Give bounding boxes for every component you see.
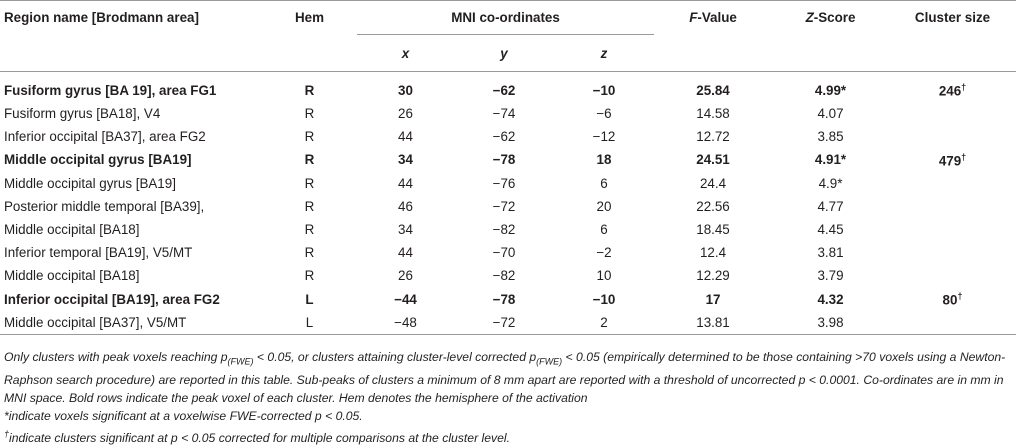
cell-z: −6	[596, 106, 612, 122]
cell-z: 10	[596, 268, 612, 284]
cell-z-score: 4.07	[817, 106, 844, 122]
table-row	[0, 148, 1016, 171]
table-row	[0, 311, 1016, 335]
cell-region: Posterior middle temporal [BA39],	[4, 198, 205, 214]
table-row	[0, 218, 1016, 241]
header-row-1	[0, 1, 1016, 35]
cell-y: −78	[492, 152, 516, 168]
cell-f-value: 13.81	[654, 311, 772, 335]
cell-f-value: 25.84	[696, 82, 730, 98]
cell-hem: R	[304, 198, 315, 214]
cell-z: 18	[596, 152, 612, 168]
cell-cluster-size	[889, 125, 1016, 148]
table-row	[0, 102, 1016, 125]
results-table-body	[0, 72, 1016, 335]
cell-x: 44	[398, 245, 413, 261]
cell-z-score: 4.77	[817, 198, 844, 214]
cell-x: 44	[398, 129, 413, 145]
cell-z-score: 4.91*	[814, 152, 847, 168]
cell-z-score: 3.79	[817, 268, 844, 284]
dagger-mark: †	[957, 290, 963, 301]
cell-y: −76	[492, 175, 516, 191]
cell-z-score: 3.85	[817, 129, 844, 145]
cell-cluster-size: 479†	[938, 151, 967, 169]
footnote-main: Only clusters with peak voxels reaching $p_{(FWE)} < 0.05$, or clusters attaining cluster-level corrected $p_{(FWE)} < 0.05$ (empirically determined to be those containing >70 voxels using a Newton-Raphson search procedure) are reported in this table. Sub-peaks of clusters a minimum of 8 mm apart are reported with a threshold of uncorrected p < 0.0001. Co-ordinates are in mm in MNI space. Bold rows indicate the peak voxel of each cluster. Hem denotes the hemisphere of the activation	[4, 350, 1006, 405]
table-row	[0, 288, 1016, 311]
cell-cluster-size	[889, 218, 1016, 241]
cell-x: 34	[398, 222, 413, 238]
cell-z: 6	[600, 222, 608, 238]
header-f-value: F-Value	[654, 1, 772, 35]
cell-x: −48	[357, 311, 454, 335]
cell-y: −72	[492, 198, 516, 214]
cell-x: 34	[398, 152, 413, 168]
cell-z: 6	[600, 175, 608, 191]
cell-z-score: 4.45	[817, 222, 844, 238]
cell-z: −10	[592, 82, 616, 98]
cell-hem: L	[262, 311, 357, 335]
cell-cluster-size	[889, 241, 1016, 264]
table-row	[0, 172, 1016, 195]
cell-hem: R	[304, 106, 315, 122]
cell-z-score: 3.81	[817, 245, 844, 261]
cell-y: −74	[492, 106, 516, 122]
cell-z: 2	[554, 311, 654, 335]
cell-x: 44	[398, 175, 413, 191]
header-hem: Hem	[262, 1, 357, 35]
cell-f-value: 24.51	[696, 152, 730, 168]
cell-z: −2	[596, 245, 612, 261]
cell-f-value: 12.72	[696, 129, 730, 145]
cell-f-value: 14.58	[696, 106, 730, 122]
cell-region: Inferior occipital [BA19], area FG2	[4, 291, 220, 307]
cell-y: −82	[492, 222, 516, 238]
cell-x: 46	[398, 198, 413, 214]
cell-z-score: 4.9*	[818, 175, 843, 191]
cell-region: Middle occipital [BA18]	[4, 268, 140, 284]
cell-y: −82	[492, 268, 516, 284]
cell-region: Inferior occipital [BA37], area FG2	[4, 129, 206, 145]
cell-hem: R	[304, 152, 315, 168]
cell-f-value: 17	[705, 291, 721, 307]
cell-x: 26	[398, 106, 413, 122]
cell-x: 30	[398, 82, 413, 98]
header-cluster-size: Cluster size	[889, 1, 1016, 35]
cell-region: Middle occipital gyrus [BA19]	[4, 175, 176, 191]
cell-cluster-size	[889, 172, 1016, 195]
cell-cluster-size: 246†	[938, 81, 967, 99]
cell-z: −12	[592, 129, 616, 145]
table-row	[0, 195, 1016, 218]
header-x: x	[357, 35, 454, 72]
cell-region: Inferior temporal [BA19], V5/MT	[4, 245, 193, 261]
cell-z-score: 3.98	[772, 311, 889, 335]
cell-f-value: 12.4	[699, 245, 727, 261]
cell-y: −62	[492, 129, 516, 145]
cell-cluster-size: 80†	[942, 290, 963, 308]
cell-f-value: 22.56	[696, 198, 730, 214]
cell-cluster-size	[889, 195, 1016, 218]
table-row	[0, 125, 1016, 148]
cell-y: −78	[492, 291, 516, 307]
header-mni: MNI co-ordinates	[357, 1, 654, 35]
cell-cluster-size	[889, 264, 1016, 287]
cell-y: −62	[492, 82, 516, 98]
dagger-mark: †	[961, 151, 967, 162]
header-row-2	[0, 35, 1016, 72]
cell-z: −10	[592, 291, 616, 307]
table-row	[0, 72, 1016, 103]
footnote-dagger: †indicate clusters significant at p < 0.05 corrected for multiple comparisons at the cluster level.	[4, 429, 510, 446]
header-y: y	[454, 35, 554, 72]
dagger-mark: †	[961, 81, 967, 92]
cell-z-score: 4.32	[817, 291, 844, 307]
cell-f-value: 12.29	[696, 268, 730, 284]
cell-y: −72	[454, 311, 554, 335]
footnote-star: *indicate voxels significant at a voxelwise FWE-corrected p < 0.05.	[4, 409, 363, 424]
table-footnotes	[4, 348, 1012, 448]
cell-region: Fusiform gyrus [BA18], V4	[4, 106, 161, 122]
cell-x: 26	[398, 268, 413, 284]
header-z: z	[554, 35, 654, 72]
cell-hem: R	[304, 268, 315, 284]
cell-f-value: 18.45	[696, 222, 730, 238]
cell-hem: L	[305, 291, 314, 307]
cell-cluster-size	[889, 102, 1016, 125]
table-row	[0, 241, 1016, 264]
header-z-score: Z-Score	[772, 1, 889, 35]
cell-cluster-size	[889, 311, 1016, 335]
header-region: Region name [Brodmann area]	[0, 1, 262, 35]
cell-x: −44	[394, 291, 417, 307]
cell-y: −70	[492, 245, 516, 261]
table-row	[0, 264, 1016, 287]
cell-hem: R	[304, 245, 315, 261]
cell-hem: R	[304, 222, 315, 238]
cell-hem: R	[304, 129, 315, 145]
cell-region: Middle occipital [BA18]	[4, 222, 140, 238]
cell-region: Fusiform gyrus [BA 19], area FG1	[4, 82, 217, 98]
cell-hem: R	[304, 175, 315, 191]
cell-region: Middle occipital [BA37], V5/MT	[0, 311, 262, 335]
cell-f-value: 24.4	[699, 175, 727, 191]
cell-z: 20	[596, 198, 612, 214]
cell-region: Middle occipital gyrus [BA19]	[4, 152, 192, 168]
cell-z-score: 4.99*	[814, 82, 847, 98]
cell-hem: R	[304, 82, 315, 98]
